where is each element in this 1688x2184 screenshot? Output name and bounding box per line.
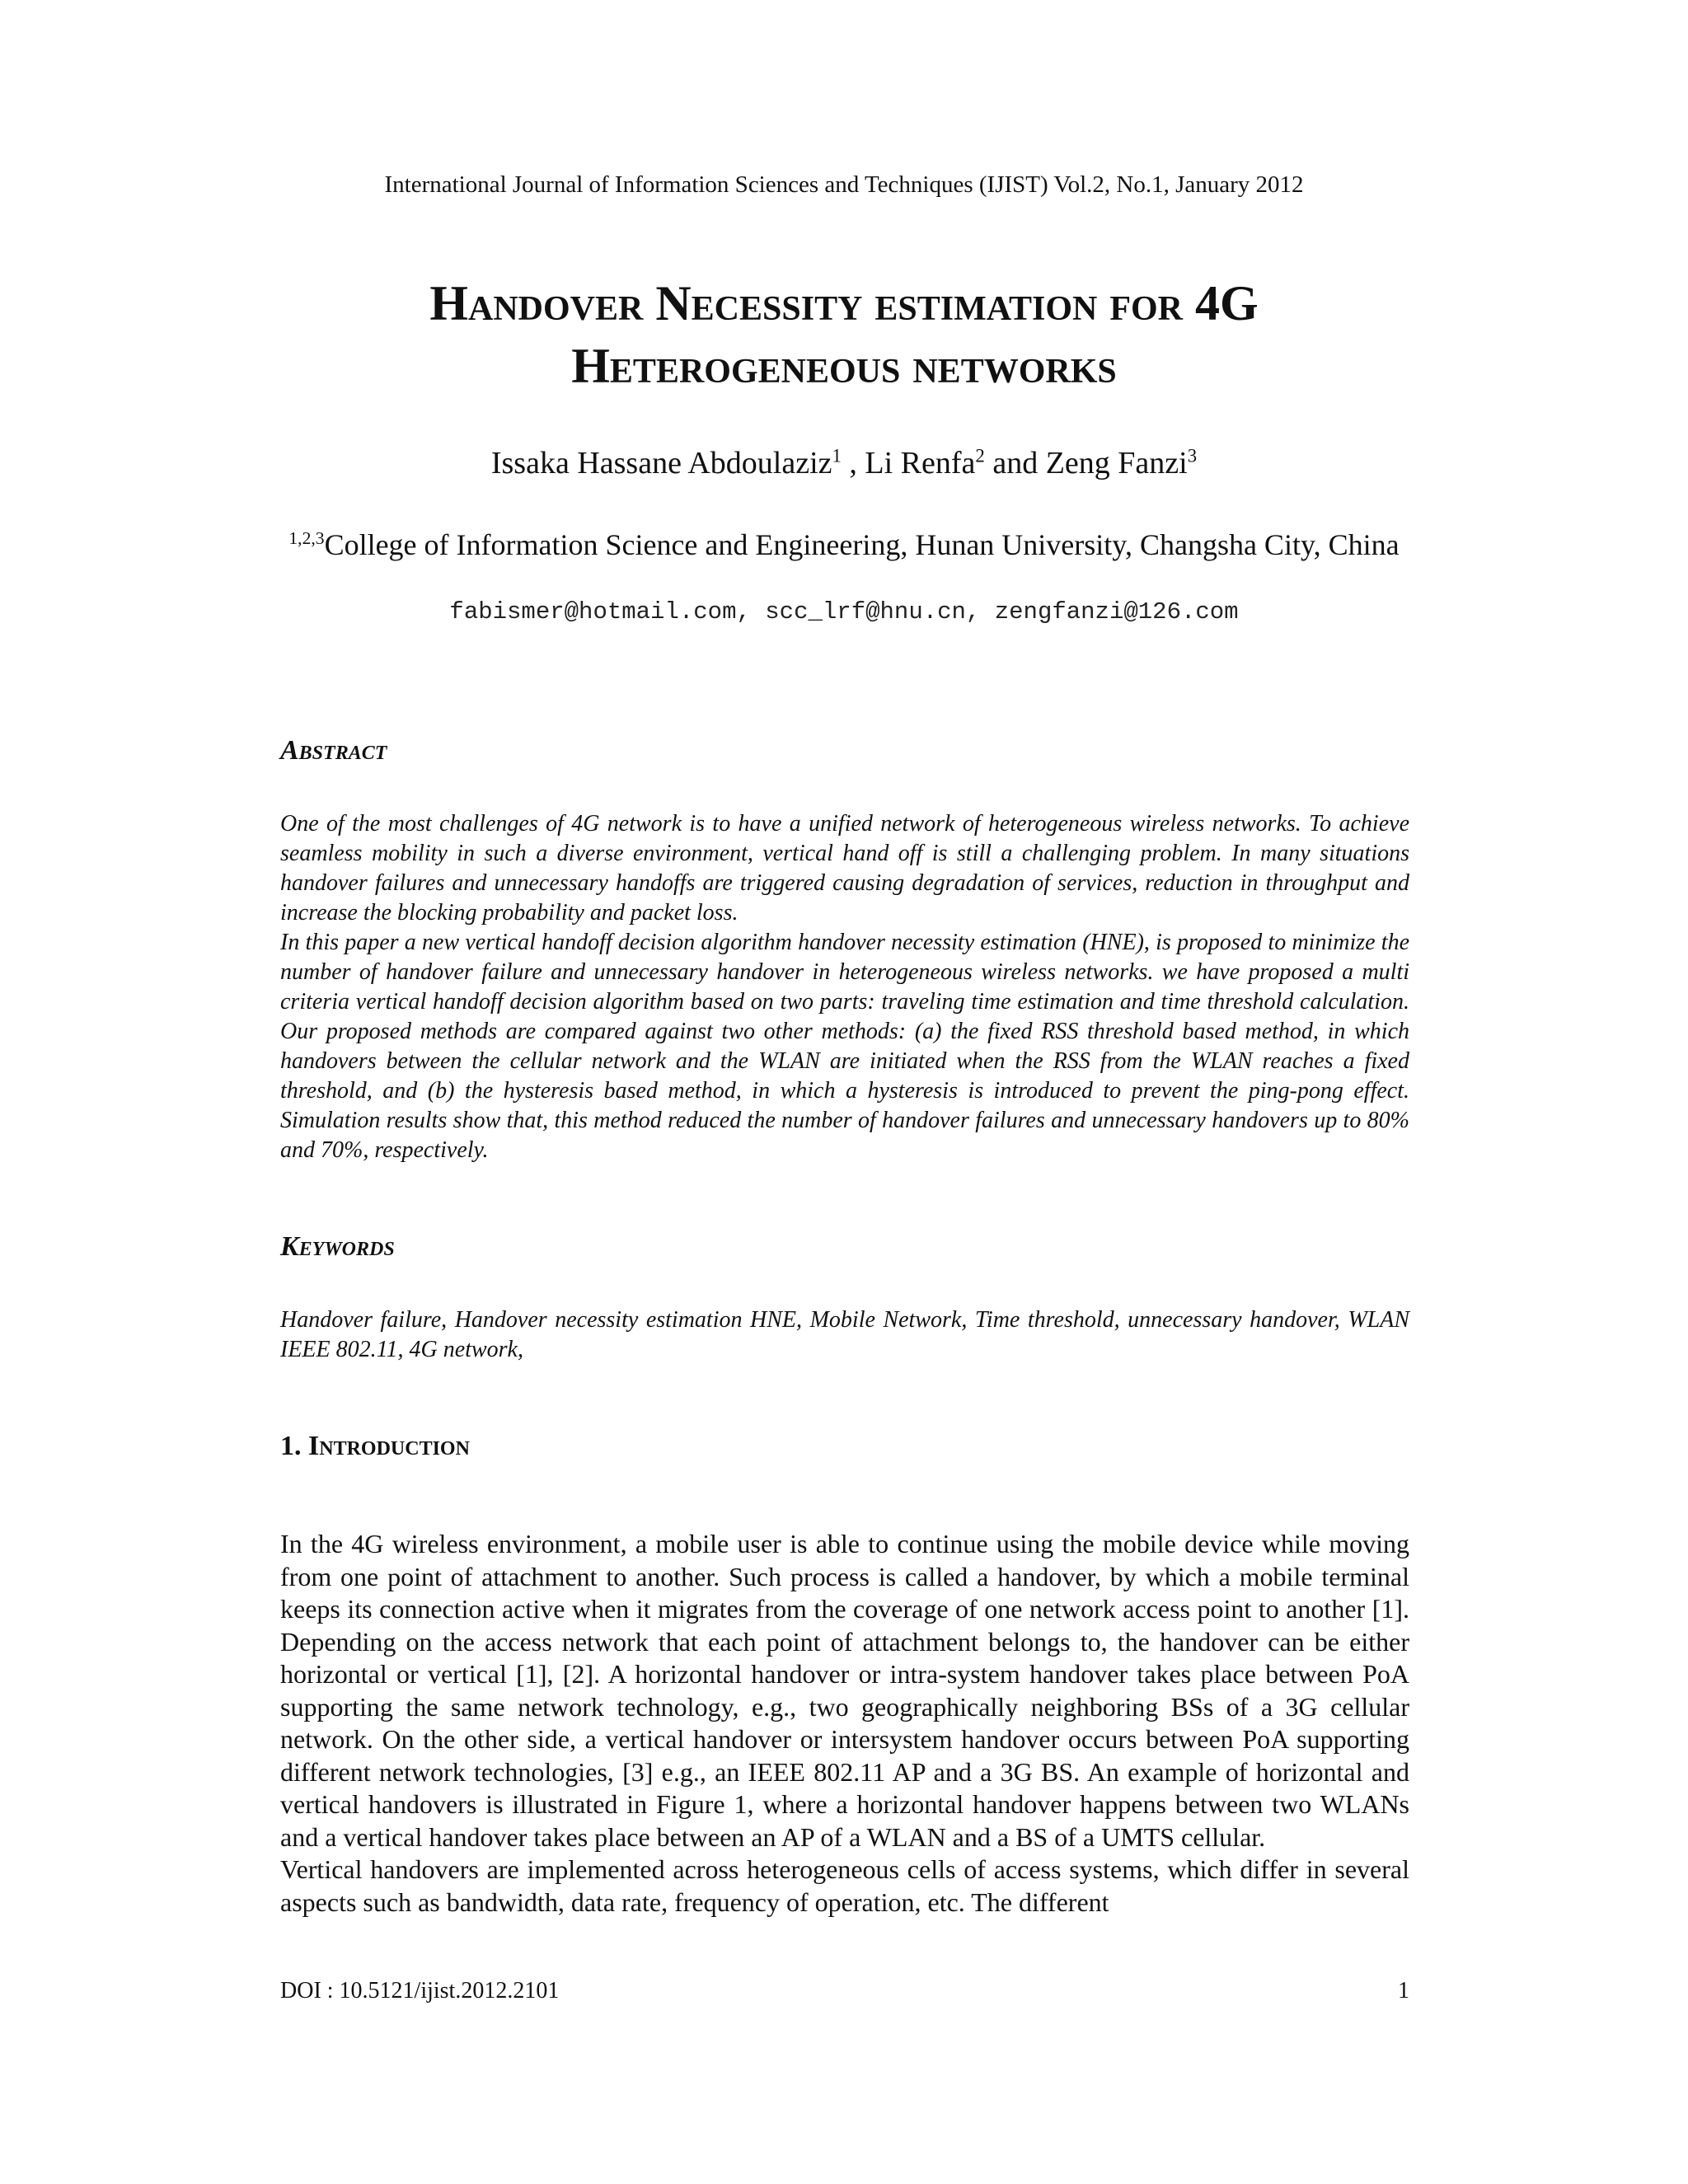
affiliation-text: College of Information Science and Engineering, Hunan University, Changsha City, China — [324, 528, 1400, 561]
abstract-heading: Abstract — [280, 735, 387, 766]
introduction-paragraph-2: Vertical handovers are implemented across heterogeneous cells of access systems, which differ in several aspects such as bandwidth, data rate, frequency of operation, etc. The different — [280, 1854, 1409, 1917]
author-separator-1: , — [841, 446, 865, 480]
paper-title — [247, 272, 1441, 397]
introduction-body — [280, 1528, 1409, 1919]
author-3: Zeng Fanzi — [1045, 446, 1188, 480]
author-list — [0, 445, 1688, 481]
keywords-heading: Keywords — [280, 1231, 395, 1262]
footer-doi: DOI : 10.5121/ijist.2012.2101 — [280, 1978, 560, 2004]
author-2: Li Renfa — [865, 446, 976, 480]
author-separator-2: and — [984, 446, 1046, 480]
author-affiliation — [272, 527, 1416, 562]
author-1: Issaka Hassane Abdoulaziz — [490, 446, 832, 480]
journal-running-header: International Journal of Information Sciences and Techniques (IJIST) Vol.2, No.1, January 2012 — [384, 171, 1304, 198]
footer-page-number: 1 — [1398, 1978, 1409, 2004]
author-2-affiliation-mark: 2 — [975, 445, 985, 466]
introduction-paragraph-1: In the 4G wireless environment, a mobile user is able to continue using the mobile device while moving from one point of attachment to another. Such process is called a handover, by which a mobile terminal keeps its connection active when it migrates from the coverage of one network access point to another [1]. Depending on the access network that each point of attachment belongs to, the handover can be either horizontal or vertical [1], [2]. A horizontal handover or intra-system handover takes place between PoA supporting the same network technology, e.g., two geographically neighboring BSs of a 3G cellular network. On the other side, a vertical handover or intersystem handover occurs between PoA supporting different network technologies, [3] e.g., an IEEE 802.11 AP and a 3G BS. An example of horizontal and vertical handovers is illustrated in Figure 1, where a horizontal handover happens between two WLANs and a vertical handover takes place between an AP of a WLAN and a BS of a UMTS cellular. — [280, 1529, 1409, 1852]
affiliation-marks: 1,2,3 — [288, 528, 325, 548]
keywords-text: Handover failure, Handover necessity estimation HNE, Mobile Network, Time threshold, unnecessary handover, WLAN IEEE 802.11, 4G network, — [280, 1307, 1409, 1362]
abstract-body — [280, 809, 1409, 1165]
paper-title-line-2: Heterogeneous networks — [571, 339, 1117, 393]
author-1-affiliation-mark: 1 — [832, 445, 842, 466]
introduction-heading: 1. Introduction — [280, 1431, 470, 1461]
author-emails: fabismer@hotmail.com, scc_lrf@hnu.cn, zengfanzi@126.com — [449, 598, 1239, 626]
paper-title-line-1: Handover Necessity estimation for 4G — [429, 276, 1259, 330]
author-3-affiliation-mark: 3 — [1187, 445, 1198, 466]
abstract-paragraph-2: In this paper a new vertical handoff decision algorithm handover necessity estimation (HNE), is proposed to minimize the number of handover failure and unnecessary handover in heterogeneous wireless networks. we have proposed a multi criteria vertical handoff decision algorithm based on two parts: traveling time estimation and time threshold calculation. Our proposed methods are compared against two other methods: (a) the fixed RSS threshold based method, in which handovers between the cellular network and the WLAN are initiated when the RSS from the WLAN reaches a fixed threshold, and (b) the hysteresis based method, in which a hysteresis is introduced to prevent the ping-pong effect. Simulation results show that, this method reduced the number of handover failures and unnecessary handovers up to 80% and 70%, respectively. — [280, 930, 1409, 1163]
abstract-paragraph-1: One of the most challenges of 4G network is to have a unified network of heterogeneous wireless networks. To achieve seamless mobility in such a diverse environment, vertical hand off is still a challenging problem. In many situations handover failures and unnecessary handoffs are triggered causing degradation of services, reduction in throughput and increase the blocking probability and packet loss. — [280, 811, 1409, 926]
